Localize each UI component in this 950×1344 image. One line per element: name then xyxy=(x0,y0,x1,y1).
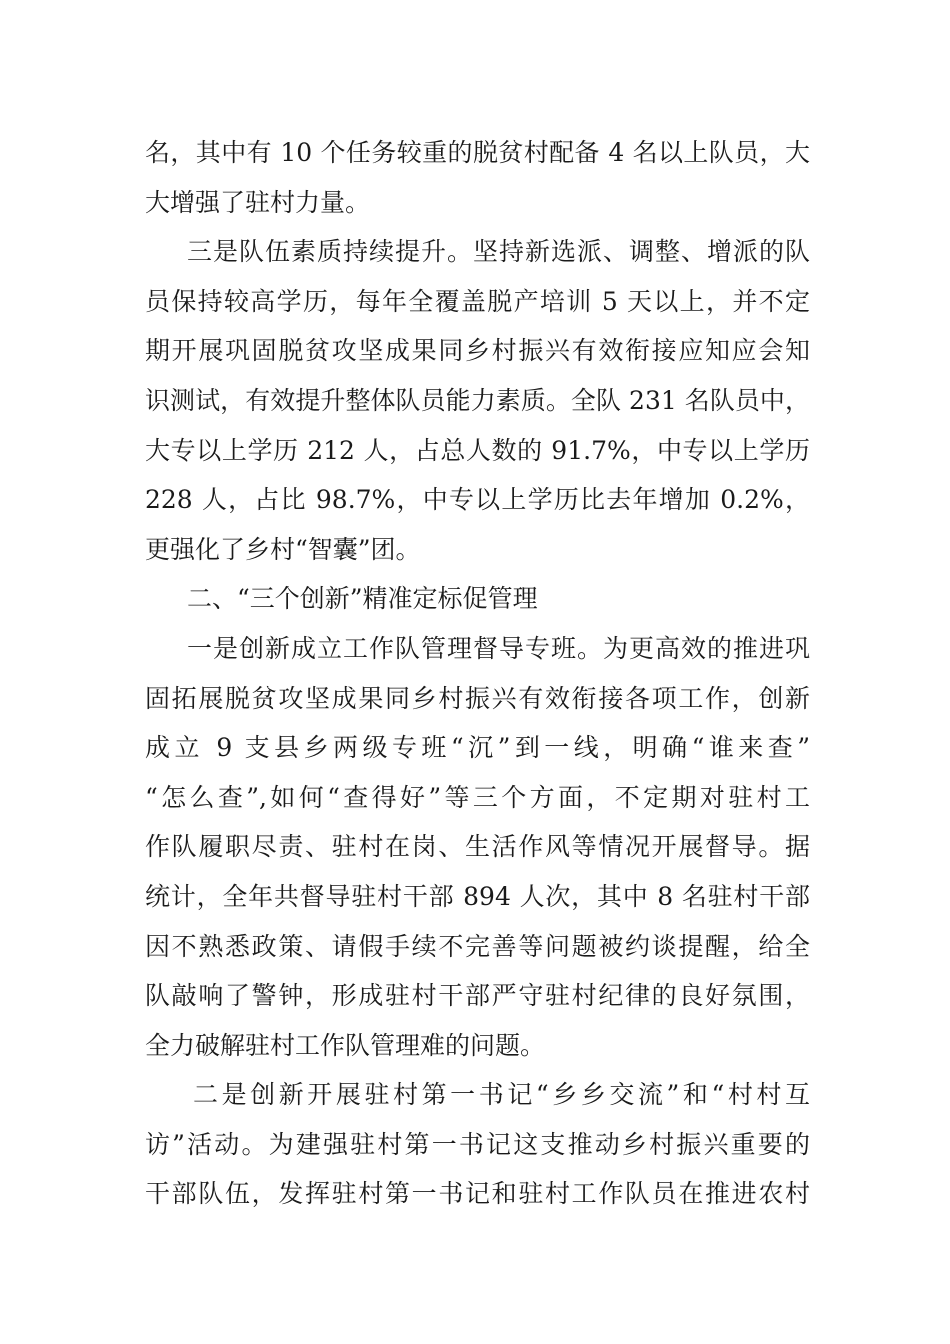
paragraph-line: 作队履职尽责、驻村在岗、生活作风等情况开展督导。据 xyxy=(145,832,810,862)
paragraph-line: 识测试，有效提升整体队员能力素质。全队 231 名队员中， xyxy=(145,385,810,415)
paragraph-line: 大专以上学历 212 人，占总人数的 91.7%，中专以上学历 xyxy=(145,435,810,465)
paragraph-line: 因不熟悉政策、请假手续不完善等问题被约谈提醒，给全 xyxy=(145,931,810,961)
paragraph-line: 一是创新成立工作队管理督导专班。为更高效的推进巩 xyxy=(187,633,810,663)
paragraph-line: 二是创新开展驻村第一书记“乡乡交流”和“村村互 xyxy=(193,1080,810,1110)
paragraph-line: 成立 9 支县乡两级专班“沉”到一线，明确“谁来查” xyxy=(145,733,810,763)
section-heading: 二、“三个创新”精准定标促管理 xyxy=(187,584,538,614)
paragraph-line: 更强化了乡村“智囊”团。 xyxy=(145,534,421,564)
paragraph-line: 员保持较高学历，每年全覆盖脱产培训 5 天以上，并不定 xyxy=(145,286,810,316)
paragraph-line: “怎么查”,如何“查得好”等三个方面，不定期对驻村工 xyxy=(145,782,810,812)
paragraph-line: 228 人，占比 98.7%，中专以上学历比去年增加 0.2%， xyxy=(145,485,810,515)
paragraph-line: 队敲响了警钟，形成驻村干部严守驻村纪律的良好氛围， xyxy=(145,981,810,1011)
paragraph-line: 三是队伍素质持续提升。坚持新选派、调整、增派的队 xyxy=(187,237,810,267)
paragraph-line: 大增强了驻村力量。 xyxy=(145,187,371,217)
paragraph-line: 统计，全年共督导驻村干部 894 人次，其中 8 名驻村干部 xyxy=(145,881,810,911)
paragraph-line: 访”活动。为建强驻村第一书记这支推动乡村振兴重要的 xyxy=(145,1129,810,1159)
paragraph-line: 干部队伍，发挥驻村第一书记和驻村工作队员在推进农村 xyxy=(145,1179,810,1209)
paragraph-line: 全力破解驻村工作队管理难的问题。 xyxy=(145,1030,546,1060)
document-body xyxy=(145,128,810,1219)
paragraph-line: 名，其中有 10 个任务较重的脱贫村配备 4 名以上队员，大 xyxy=(145,138,810,167)
paragraph-line: 期开展巩固脱贫攻坚成果同乡村振兴有效衔接应知应会知 xyxy=(145,336,810,366)
paragraph-line: 固拓展脱贫攻坚成果同乡村振兴有效衔接各项工作，创新 xyxy=(145,683,810,713)
